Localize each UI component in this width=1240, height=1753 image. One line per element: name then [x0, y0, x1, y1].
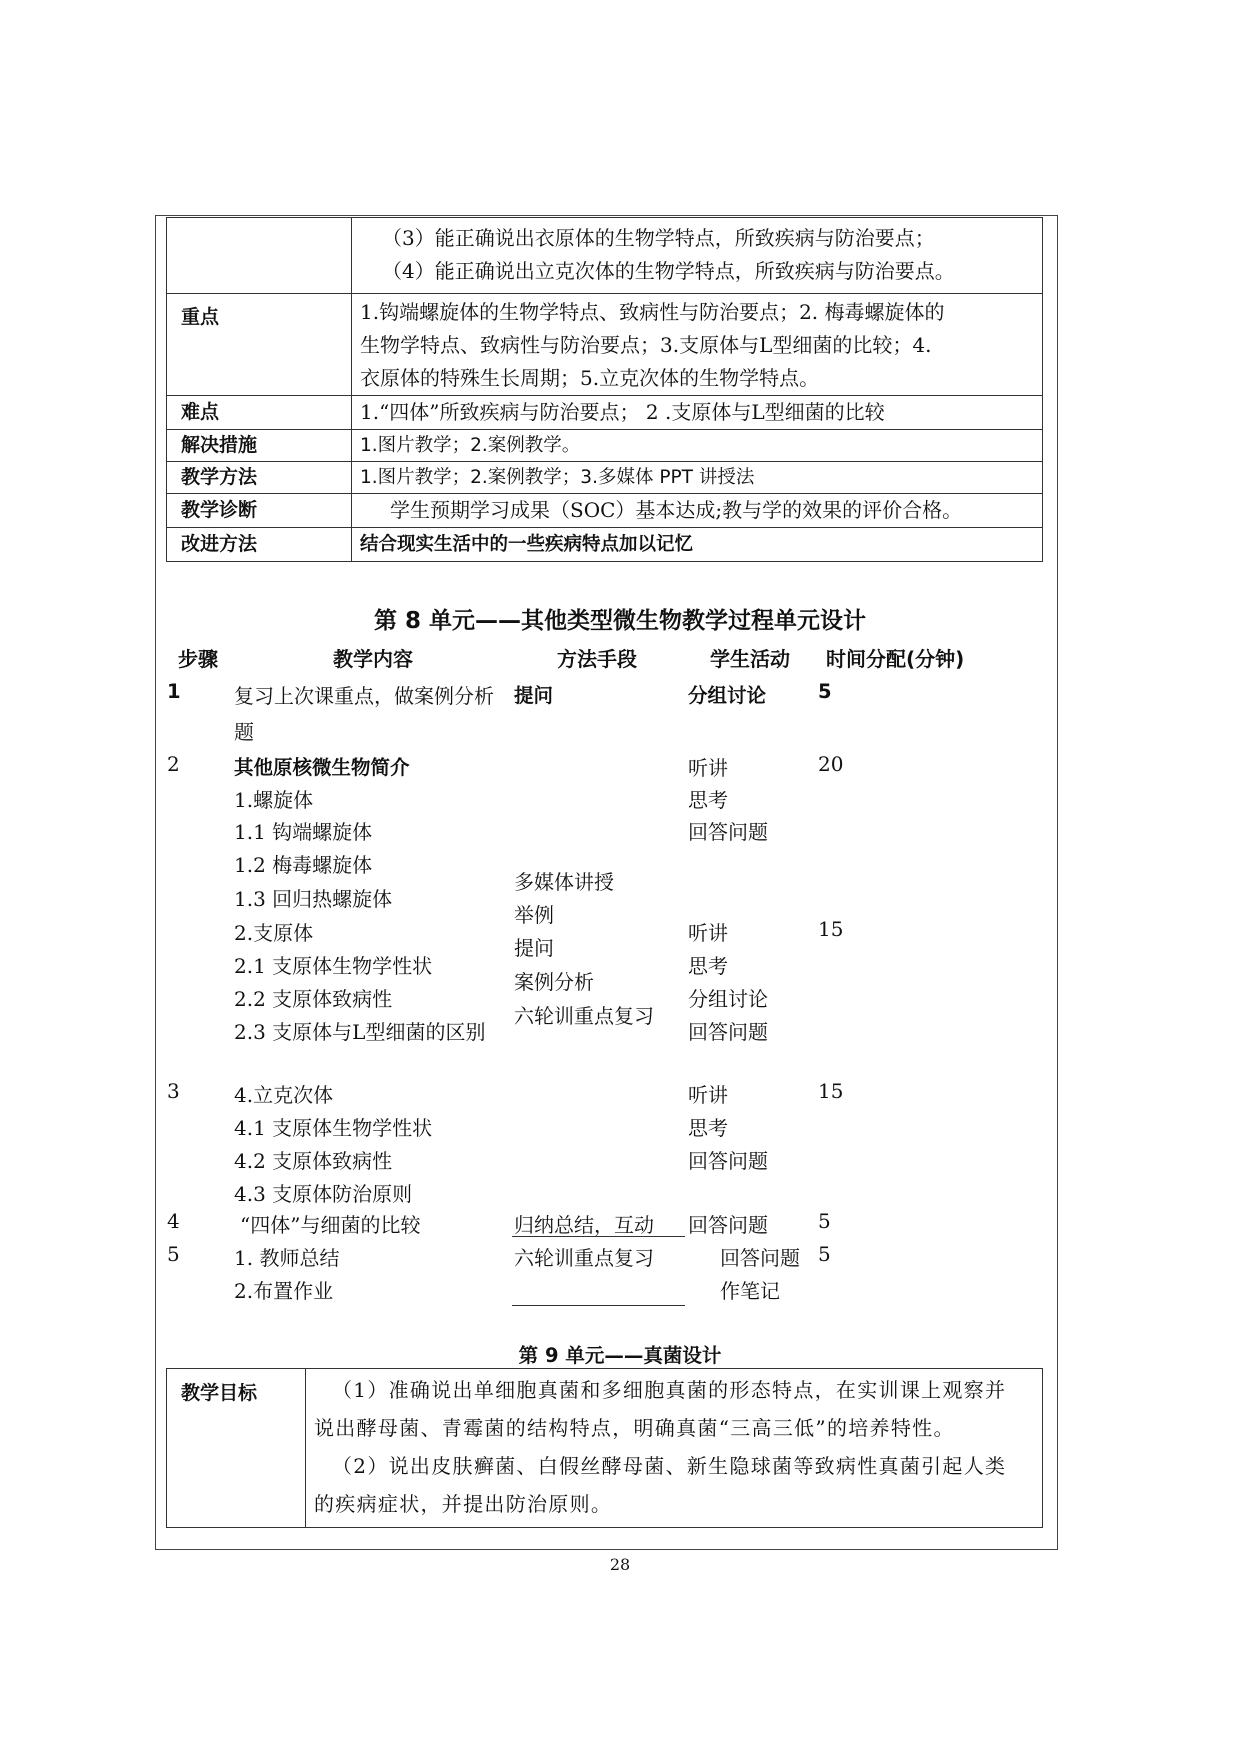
- row-label: 难点: [167, 396, 352, 430]
- step-time: 5: [818, 1209, 831, 1233]
- goal-line: （1）准确说出单细胞真菌和多细胞真菌的形态特点，在实训课上观察并: [332, 1378, 1007, 1402]
- step-method: 案例分析: [514, 970, 594, 994]
- header-activity: 学生活动: [710, 647, 790, 671]
- step-content: 2.支原体: [234, 921, 314, 945]
- key-point-line: 衣原体的特殊生长周期；5.立克次体的生物学特点。: [360, 366, 820, 390]
- objective-line: （3）能正确说出衣原体的生物学特点，所致疾病与防治要点；: [382, 226, 935, 250]
- header-content: 教学内容: [333, 647, 413, 671]
- improvement-text: 结合现实生活中的一些疾病特点加以记忆: [352, 528, 1043, 562]
- step-method: 六轮训重点复习: [514, 1004, 654, 1028]
- step-activity: 听讲: [688, 1083, 728, 1107]
- row-label: 教学目标: [167, 1369, 306, 1528]
- step-time: 15: [818, 917, 844, 941]
- step-content: 4.立克次体: [234, 1083, 334, 1107]
- step-activity: 思考: [688, 1116, 728, 1140]
- table-row: [167, 462, 1043, 494]
- step-content: 其他原核微生物简介: [234, 756, 410, 779]
- row-label: 改进方法: [167, 528, 352, 562]
- header-time: 时间分配(分钟): [826, 647, 965, 671]
- objective-line: （4）能正确说出立克次体的生物学特点，所致疾病与防治要点。: [382, 259, 955, 283]
- step-number: 3: [167, 1079, 180, 1103]
- step-method: 六轮训重点复习: [514, 1246, 654, 1270]
- solution-text: 1.图片教学；2.案例教学。: [352, 430, 1043, 462]
- step-content: “四体”与细菌的比较: [240, 1213, 421, 1237]
- key-point-line: 1.钩端螺旋体的生物学特点、致病性与防治要点；2. 梅毒螺旋体的: [360, 300, 945, 324]
- step-number: 2: [167, 752, 180, 776]
- step-number: 4: [167, 1209, 180, 1233]
- unit8-title: 第 8 单元——其他类型微生物教学过程单元设计: [373, 608, 867, 634]
- step-activity: 回答问题: [688, 1213, 768, 1237]
- step-content: 1.3 回归热螺旋体: [234, 887, 393, 911]
- row-label: [167, 218, 352, 294]
- step-content: 4.1 支原体生物学性状: [234, 1116, 433, 1140]
- step-method: 提问: [514, 936, 554, 960]
- step-time: 15: [818, 1079, 844, 1103]
- row-label: 解决措施: [167, 430, 352, 462]
- step-time: 5: [818, 1242, 831, 1266]
- step-activity: 分组讨论: [688, 684, 767, 707]
- step-method: 归纳总结，互动: [514, 1213, 654, 1237]
- row-label: 教学诊断: [167, 494, 352, 528]
- step-method: 举例: [514, 903, 554, 927]
- step-method: 多媒体讲授: [514, 870, 614, 894]
- underline: [512, 1236, 685, 1237]
- step-number: 1: [167, 680, 181, 703]
- key-point-line: 生物学特点、致病性与防治要点；3.支原体与L型细菌的比较；4.: [360, 333, 932, 357]
- step-time: 5: [818, 680, 832, 703]
- row-label: 重点: [167, 294, 352, 396]
- step-content: 复习上次课重点，做案例分析: [234, 684, 494, 708]
- step-activity: 回答问题: [688, 820, 768, 844]
- unit9-table: [166, 1368, 1043, 1528]
- step-content: 题: [234, 720, 254, 744]
- step-activity: 回答问题: [688, 1020, 768, 1044]
- step-activity: 思考: [688, 788, 728, 812]
- step-content: 4.3 支原体防治原则: [234, 1182, 413, 1206]
- step-content: 4.2 支原体致病性: [234, 1149, 393, 1173]
- page-number: 28: [609, 1555, 631, 1574]
- step-content: 2.2 支原体致病性: [234, 987, 393, 1011]
- header-step: 步骤: [178, 647, 218, 671]
- row-label: 教学方法: [167, 462, 352, 494]
- step-content: 2.布置作业: [234, 1279, 334, 1303]
- table-row: [167, 494, 1043, 528]
- underline: [512, 1305, 685, 1306]
- step-content: 1.2 梅毒螺旋体: [234, 853, 373, 877]
- goal-line: 的疾病症状，并提出防治原则。: [314, 1492, 613, 1516]
- step-content: 1.螺旋体: [234, 788, 314, 812]
- step-activity: 分组讨论: [688, 987, 768, 1011]
- table-row: [167, 1369, 1043, 1528]
- step-activity: 听讲: [688, 921, 728, 945]
- header-method: 方法手段: [557, 647, 637, 671]
- objectives-table: [166, 217, 1043, 562]
- diagnosis-text: 学生预期学习成果（SOC）基本达成;教与学的效果的评价合格。: [352, 494, 1043, 528]
- step-content: 1.1 钩端螺旋体: [234, 820, 373, 844]
- step-number: 5: [167, 1242, 180, 1266]
- step-content: 2.1 支原体生物学性状: [234, 954, 433, 978]
- table-row: [167, 396, 1043, 430]
- table-row: [167, 218, 1043, 294]
- step-time: 20: [818, 752, 844, 776]
- goal-line: （2）说出皮肤癣菌、白假丝酵母菌、新生隐球菌等致病性真菌引起人类: [332, 1454, 1007, 1478]
- step-activity: 作笔记: [720, 1279, 780, 1303]
- step-content: 1. 教师总结: [234, 1246, 340, 1270]
- method-text: 1.图片教学；2.案例教学；3.多媒体 PPT 讲授法: [352, 462, 1043, 494]
- step-activity: 听讲: [688, 756, 728, 780]
- table-row: [167, 528, 1043, 562]
- step-activity: 回答问题: [720, 1246, 800, 1270]
- step-activity: 回答问题: [688, 1149, 768, 1173]
- step-content: 2.3 支原体与L型细菌的区别: [234, 1020, 486, 1044]
- unit9-title: 第 9 单元——真菌设计: [518, 1344, 722, 1367]
- goal-line: 说出酵母菌、青霉菌的结构特点，明确真菌“三高三低”的培养特性。: [314, 1416, 955, 1440]
- step-activity: 思考: [688, 954, 728, 978]
- step-method: 提问: [514, 684, 554, 707]
- table-row: [167, 294, 1043, 396]
- difficulty-text: 1.“四体”所致疾病与防治要点； 2 .支原体与L型细菌的比较: [352, 396, 1043, 430]
- table-row: [167, 430, 1043, 462]
